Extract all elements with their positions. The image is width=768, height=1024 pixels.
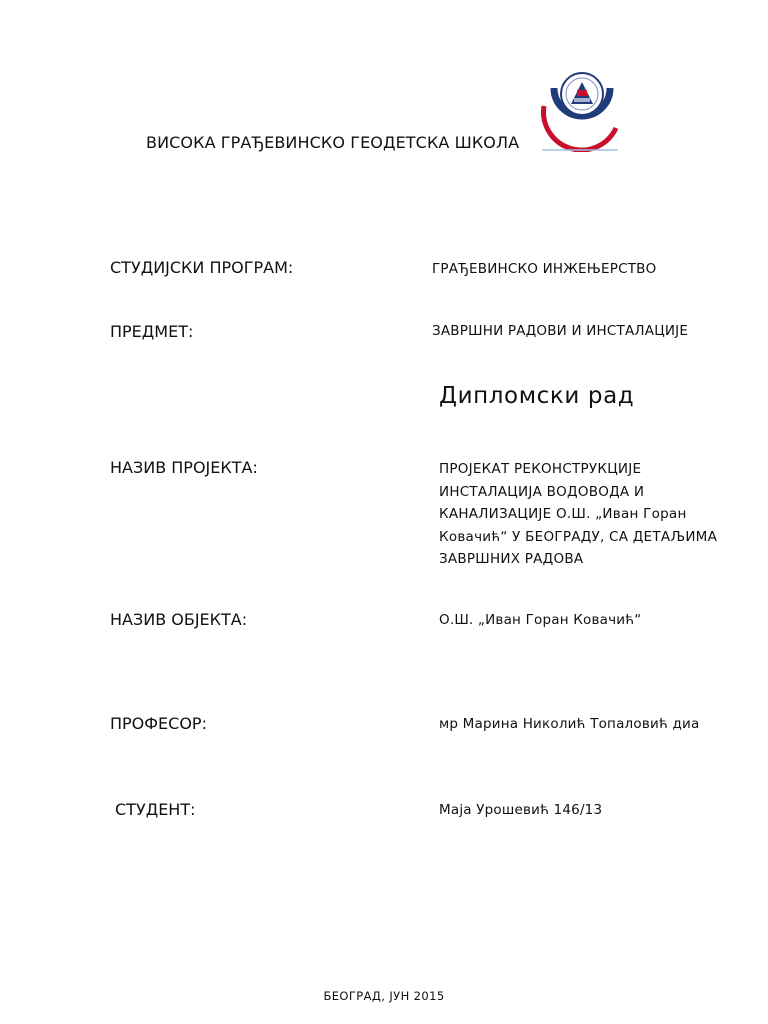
project-name-label: НАЗИВ ПРОЈЕКТА: <box>110 458 258 477</box>
school-name: ВИСОКА ГРАЂЕВИНСКО ГЕОДЕТСКА ШКОЛА <box>146 133 520 152</box>
project-line: Ковачић“ У БЕОГРАДУ, СА ДЕТАЉИМА <box>439 528 718 545</box>
student-label: СТУДЕНТ: <box>115 800 196 819</box>
study-program-label: СТУДИЈСКИ ПРОГРАМ: <box>110 258 294 277</box>
project-line: ПРОЈЕКАТ РЕКОНСТРУКЦИЈЕ <box>439 461 642 477</box>
school-logo-icon <box>540 66 620 152</box>
object-name-label: НАЗИВ ОБЈЕКТА: <box>110 610 248 629</box>
project-line: ИНСТАЛАЦИЈА ВОДОВОДА И <box>439 483 645 500</box>
project-line: ЗАВРШНИХ РАДОВА <box>439 551 584 567</box>
project-line: КАНАЛИЗАЦИЈЕ О.Ш. „Иван Горан <box>439 506 687 522</box>
object-name-value: О.Ш. „Иван Горан Ковачић“ <box>439 612 642 628</box>
subject-label: ПРЕДМЕТ: <box>110 322 194 341</box>
project-name-value <box>439 458 749 571</box>
student-value: Маја Урошевић 146/13 <box>439 802 603 818</box>
professor-value: мр Марина Николић Топаловић диа <box>439 716 700 732</box>
study-program-value: ГРАЂЕВИНСКО ИНЖЕЊЕРСТВО <box>432 261 657 277</box>
document-title: Дипломски рад <box>439 383 635 409</box>
subject-value: ЗАВРШНИ РАДОВИ И ИНСТАЛАЦИЈЕ <box>432 323 689 339</box>
place-and-date: БЕОГРАД, ЈУН 2015 <box>323 989 445 1003</box>
professor-label: ПРОФЕСОР: <box>110 714 207 733</box>
